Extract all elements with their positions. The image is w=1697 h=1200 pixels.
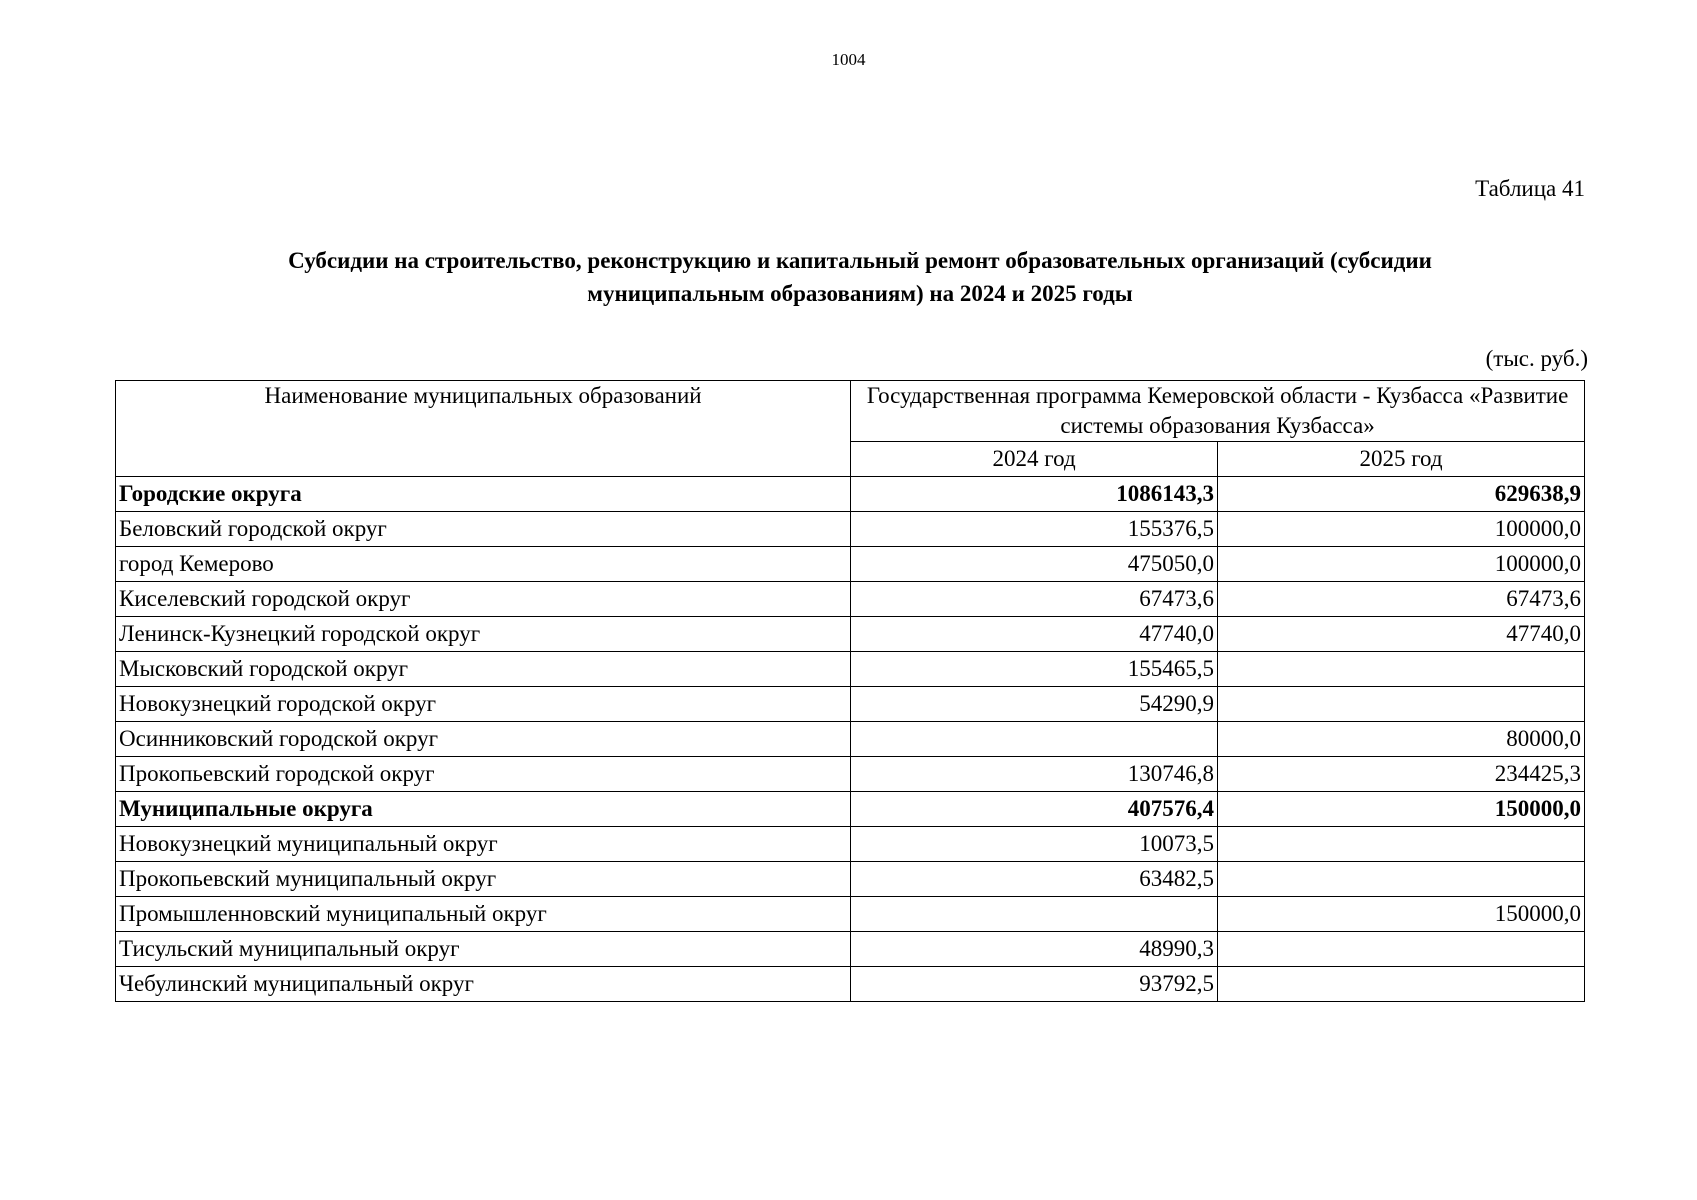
value-2024-cell: 63482,5 (851, 862, 1218, 897)
municipality-name-cell: Городские округа (116, 477, 851, 512)
municipality-name-cell: Киселевский городской округ (116, 582, 851, 617)
header-row-1 (116, 381, 1585, 442)
municipality-name-cell: Тисульский муниципальный округ (116, 932, 851, 967)
value-2025-cell (1218, 687, 1585, 722)
value-2025-cell (1218, 652, 1585, 687)
table-row (116, 932, 1585, 967)
value-2024-cell: 93792,5 (851, 967, 1218, 1002)
table-header (116, 381, 1585, 477)
table-row (116, 547, 1585, 582)
document-title-line-2: муниципальным образованиям) на 2024 и 2025 годы (587, 281, 1133, 306)
value-2025-cell (1218, 827, 1585, 862)
value-2024-cell: 67473,6 (851, 582, 1218, 617)
table-row (116, 512, 1585, 547)
table-body (116, 477, 1585, 1002)
value-2025-cell: 150000,0 (1218, 792, 1585, 827)
table-row (116, 757, 1585, 792)
value-2025-cell: 100000,0 (1218, 547, 1585, 582)
program-column-header: Государственная программа Кемеровской области - Кузбасса «Развитие системы образования Кузбасса» (851, 381, 1585, 442)
value-2024-cell: 47740,0 (851, 617, 1218, 652)
value-2024-cell (851, 722, 1218, 757)
value-2025-cell (1218, 967, 1585, 1002)
value-2025-cell: 80000,0 (1218, 722, 1585, 757)
table-row (116, 652, 1585, 687)
municipality-name-cell: Новокузнецкий муниципальный округ (116, 827, 851, 862)
units-label: (тыс. руб.) (1485, 346, 1588, 371)
value-2024-cell: 155465,5 (851, 652, 1218, 687)
municipality-name-cell: Осинниковский городской округ (116, 722, 851, 757)
document-title-line-1: Субсидии на строительство, реконструкцию и капитальный ремонт образовательных организаций (субсидии (288, 248, 1432, 273)
value-2024-cell: 407576,4 (851, 792, 1218, 827)
municipality-name-cell: Ленинск-Кузнецкий городской округ (116, 617, 851, 652)
municipality-name-cell: Прокопьевский городской округ (116, 757, 851, 792)
value-2025-cell: 234425,3 (1218, 757, 1585, 792)
table-row (116, 967, 1585, 1002)
table-row (116, 827, 1585, 862)
value-2024-cell: 48990,3 (851, 932, 1218, 967)
value-2025-cell (1218, 862, 1585, 897)
municipality-name-cell: Прокопьевский муниципальный округ (116, 862, 851, 897)
value-2025-cell: 47740,0 (1218, 617, 1585, 652)
value-2024-cell: 54290,9 (851, 687, 1218, 722)
table-row (116, 897, 1585, 932)
value-2024-cell: 475050,0 (851, 547, 1218, 582)
table-label: Таблица 41 (1475, 176, 1585, 201)
value-2025-cell: 629638,9 (1218, 477, 1585, 512)
municipality-name-cell: Мысковский городской округ (116, 652, 851, 687)
municipality-name-cell: Муниципальные округа (116, 792, 851, 827)
value-2025-cell: 150000,0 (1218, 897, 1585, 932)
page-number: 1004 (831, 50, 866, 69)
value-2025-cell: 100000,0 (1218, 512, 1585, 547)
municipality-name-cell: Новокузнецкий городской округ (116, 687, 851, 722)
municipality-name-cell: город Кемерово (116, 547, 851, 582)
table-group-row (116, 477, 1585, 512)
value-2025-cell (1218, 932, 1585, 967)
table-row (116, 687, 1585, 722)
table-row (116, 722, 1585, 757)
value-2024-cell (851, 897, 1218, 932)
document-title (150, 244, 1570, 310)
value-2024-cell: 155376,5 (851, 512, 1218, 547)
table-row (116, 582, 1585, 617)
subsidies-table (115, 380, 1585, 1002)
value-2024-cell: 10073,5 (851, 827, 1218, 862)
municipality-column-header: Наименование муниципальных образований (116, 381, 851, 477)
value-2024-cell: 1086143,3 (851, 477, 1218, 512)
year-2024-column-header: 2024 год (851, 442, 1218, 477)
municipality-name-cell: Беловский городской округ (116, 512, 851, 547)
value-2024-cell: 130746,8 (851, 757, 1218, 792)
table-row (116, 862, 1585, 897)
municipality-name-cell: Промышленновский муниципальный округ (116, 897, 851, 932)
value-2025-cell: 67473,6 (1218, 582, 1585, 617)
year-2025-column-header: 2025 год (1218, 442, 1585, 477)
table-group-row (116, 792, 1585, 827)
table-row (116, 617, 1585, 652)
municipality-name-cell: Чебулинский муниципальный округ (116, 967, 851, 1002)
